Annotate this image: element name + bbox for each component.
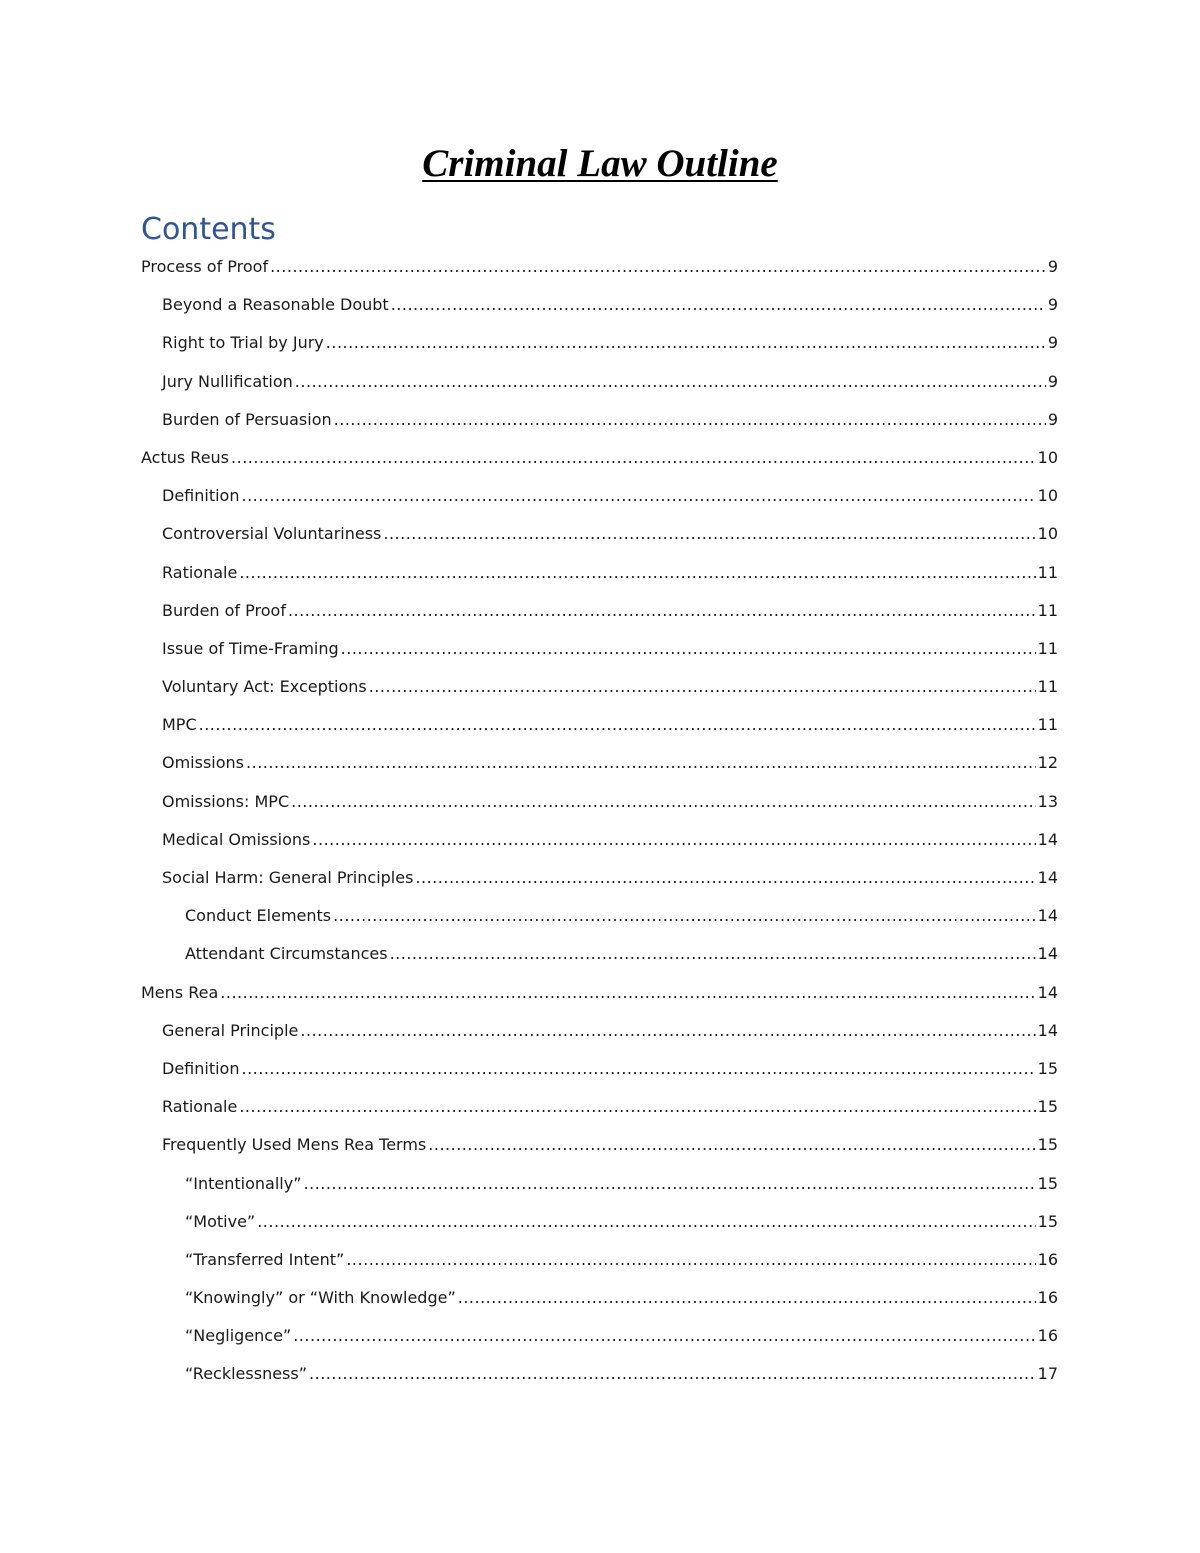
toc-dot-leader	[231, 439, 1036, 477]
toc-entry[interactable]	[141, 439, 1058, 477]
toc-entry[interactable]	[141, 1317, 1058, 1355]
toc-entry-page-number: 15	[1037, 1211, 1058, 1231]
toc-entry-page-number: 9	[1047, 333, 1058, 353]
toc-dot-leader	[391, 286, 1046, 324]
toc-dot-leader	[300, 1012, 1035, 1050]
toc-entry-label: Burden of Persuasion	[162, 409, 332, 429]
toc-entry-page-number: 10	[1037, 524, 1058, 544]
toc-entry-label: Conduct Elements	[185, 906, 332, 926]
toc-entry-page-number: 15	[1037, 1058, 1058, 1078]
toc-entry[interactable]	[141, 1279, 1058, 1317]
toc-entry[interactable]	[141, 1241, 1058, 1279]
toc-entry-label: Medical Omissions	[162, 829, 311, 849]
toc-dot-leader	[333, 897, 1036, 935]
toc-entry-label: MPC	[162, 715, 197, 735]
toc-entry-page-number: 13	[1037, 791, 1058, 811]
toc-entry-label: Issue of Time-Framing	[162, 638, 339, 658]
toc-dot-leader	[239, 1088, 1035, 1126]
toc-entry[interactable]	[141, 401, 1058, 439]
toc-dot-leader	[293, 1317, 1035, 1355]
toc-entry-label: “Recklessness”	[185, 1364, 308, 1384]
toc-entry-page-number: 15	[1037, 1135, 1058, 1155]
toc-entry[interactable]	[141, 630, 1058, 668]
toc-entry[interactable]	[141, 1088, 1058, 1126]
toc-entry[interactable]	[141, 1126, 1058, 1164]
toc-dot-leader	[334, 401, 1046, 439]
toc-entry[interactable]	[141, 1165, 1058, 1203]
toc-entry-page-number: 10	[1037, 447, 1058, 467]
toc-entry-page-number: 9	[1047, 295, 1058, 315]
toc-dot-leader	[288, 592, 1036, 630]
toc-entry-page-number: 11	[1037, 638, 1058, 658]
toc-dot-leader	[309, 1355, 1036, 1393]
toc-entry-label: Controversial Voluntariness	[162, 524, 382, 544]
toc-entry-label: “Knowingly” or “With Knowledge”	[185, 1288, 456, 1308]
toc-entry[interactable]	[141, 248, 1058, 286]
toc-entry-label: “Negligence”	[185, 1326, 292, 1346]
toc-entry-page-number: 11	[1037, 600, 1058, 620]
toc-entry-label: Right to Trial by Jury	[162, 333, 324, 353]
toc-dot-leader	[312, 821, 1035, 859]
toc-entry[interactable]	[141, 859, 1058, 897]
toc-dot-leader	[304, 1165, 1036, 1203]
toc-dot-leader	[257, 1203, 1035, 1241]
toc-entry-label: “Intentionally”	[185, 1173, 302, 1193]
toc-entry-label: Beyond a Reasonable Doubt	[162, 295, 389, 315]
toc-entry-label: Social Harm: General Principles	[162, 868, 414, 887]
toc-dot-leader	[390, 935, 1036, 973]
toc-entry-label: Frequently Used Mens Rea Terms	[162, 1135, 427, 1155]
document-title: Criminal Law Outline	[422, 142, 778, 185]
toc-entry-label: Mens Rea	[141, 982, 219, 1002]
toc-entry[interactable]	[141, 515, 1058, 553]
toc-entry-label: “Transferred Intent”	[185, 1249, 345, 1269]
toc-entry-label: Omissions: MPC	[162, 791, 290, 811]
toc-entry[interactable]	[141, 974, 1058, 1012]
toc-entry-label: Definition	[162, 1058, 240, 1078]
toc-entry[interactable]	[141, 363, 1058, 401]
toc-entry-page-number: 12	[1037, 753, 1058, 773]
toc-entry[interactable]	[141, 477, 1058, 515]
toc-entry-page-number: 16	[1037, 1326, 1058, 1346]
toc-entry-page-number: 11	[1037, 677, 1058, 697]
toc-entry[interactable]	[141, 706, 1058, 744]
toc-entry[interactable]	[141, 1012, 1058, 1050]
toc-entry-label: Actus Reus	[141, 447, 230, 467]
toc-entry-label: Process of Proof	[141, 257, 269, 276]
toc-entry[interactable]	[141, 1050, 1058, 1088]
toc-dot-leader	[239, 554, 1035, 592]
toc-dot-leader	[291, 783, 1036, 821]
toc-entry[interactable]	[141, 744, 1058, 782]
toc-entry-label: General Principle	[162, 1020, 299, 1040]
toc-entry-label: Definition	[162, 486, 240, 506]
toc-entry[interactable]	[141, 286, 1058, 324]
toc-dot-leader	[428, 1126, 1035, 1164]
toc-dot-leader	[241, 477, 1035, 515]
toc-dot-leader	[415, 859, 1035, 897]
toc-entry-page-number: 9	[1047, 409, 1058, 429]
toc-entry-page-number: 17	[1037, 1364, 1058, 1384]
toc-dot-leader	[199, 706, 1036, 744]
toc-dot-leader	[346, 1241, 1035, 1279]
toc-entry-page-number: 11	[1037, 715, 1058, 735]
toc-entry-page-number: 14	[1037, 1020, 1058, 1040]
toc-dot-leader	[246, 744, 1036, 782]
toc-entry[interactable]	[141, 668, 1058, 706]
toc-entry-page-number: 14	[1037, 829, 1058, 849]
toc-entry-page-number: 15	[1037, 1173, 1058, 1193]
toc-dot-leader	[220, 974, 1035, 1012]
toc-entry-page-number: 9	[1047, 371, 1058, 391]
toc-entry-page-number: 11	[1037, 562, 1058, 582]
toc-dot-leader	[326, 324, 1046, 362]
toc-dot-leader	[270, 248, 1046, 286]
toc-entry-page-number: 15	[1037, 1097, 1058, 1117]
toc-entry[interactable]	[141, 554, 1058, 592]
toc-entry-label: Burden of Proof	[162, 600, 286, 620]
toc-entry[interactable]	[141, 1355, 1058, 1393]
toc-entry-page-number: 14	[1037, 982, 1058, 1002]
toc-entry-page-number: 9	[1047, 257, 1058, 276]
toc-entry-page-number: 14	[1037, 868, 1058, 887]
toc-entry-label: “Motive”	[185, 1211, 256, 1231]
toc-entry-page-number: 16	[1037, 1249, 1058, 1269]
toc-dot-leader	[241, 1050, 1035, 1088]
table-of-contents	[141, 248, 1058, 1394]
toc-entry-label: Attendant Circumstances	[185, 944, 388, 964]
toc-entry[interactable]	[141, 897, 1058, 935]
toc-entry-page-number: 16	[1037, 1288, 1058, 1308]
toc-entry[interactable]	[141, 1203, 1058, 1241]
toc-entry-label: Rationale	[162, 1097, 238, 1117]
toc-entry-page-number: 14	[1037, 906, 1058, 926]
toc-entry-page-number: 10	[1037, 486, 1058, 506]
toc-dot-leader	[458, 1279, 1036, 1317]
toc-entry-page-number: 14	[1037, 944, 1058, 964]
toc-dot-leader	[383, 515, 1035, 553]
toc-entry[interactable]	[141, 783, 1058, 821]
toc-entry[interactable]	[141, 821, 1058, 859]
toc-entry[interactable]	[141, 324, 1058, 362]
toc-entry[interactable]	[141, 592, 1058, 630]
toc-entry[interactable]	[141, 935, 1058, 973]
toc-dot-leader	[369, 668, 1036, 706]
toc-dot-leader	[341, 630, 1036, 668]
toc-entry-label: Rationale	[162, 562, 238, 582]
toc-heading: Contents	[141, 212, 276, 247]
toc-entry-label: Jury Nullification	[162, 371, 293, 391]
toc-entry-label: Omissions	[162, 753, 245, 773]
toc-dot-leader	[295, 363, 1046, 401]
toc-entry-label: Voluntary Act: Exceptions	[162, 677, 367, 697]
